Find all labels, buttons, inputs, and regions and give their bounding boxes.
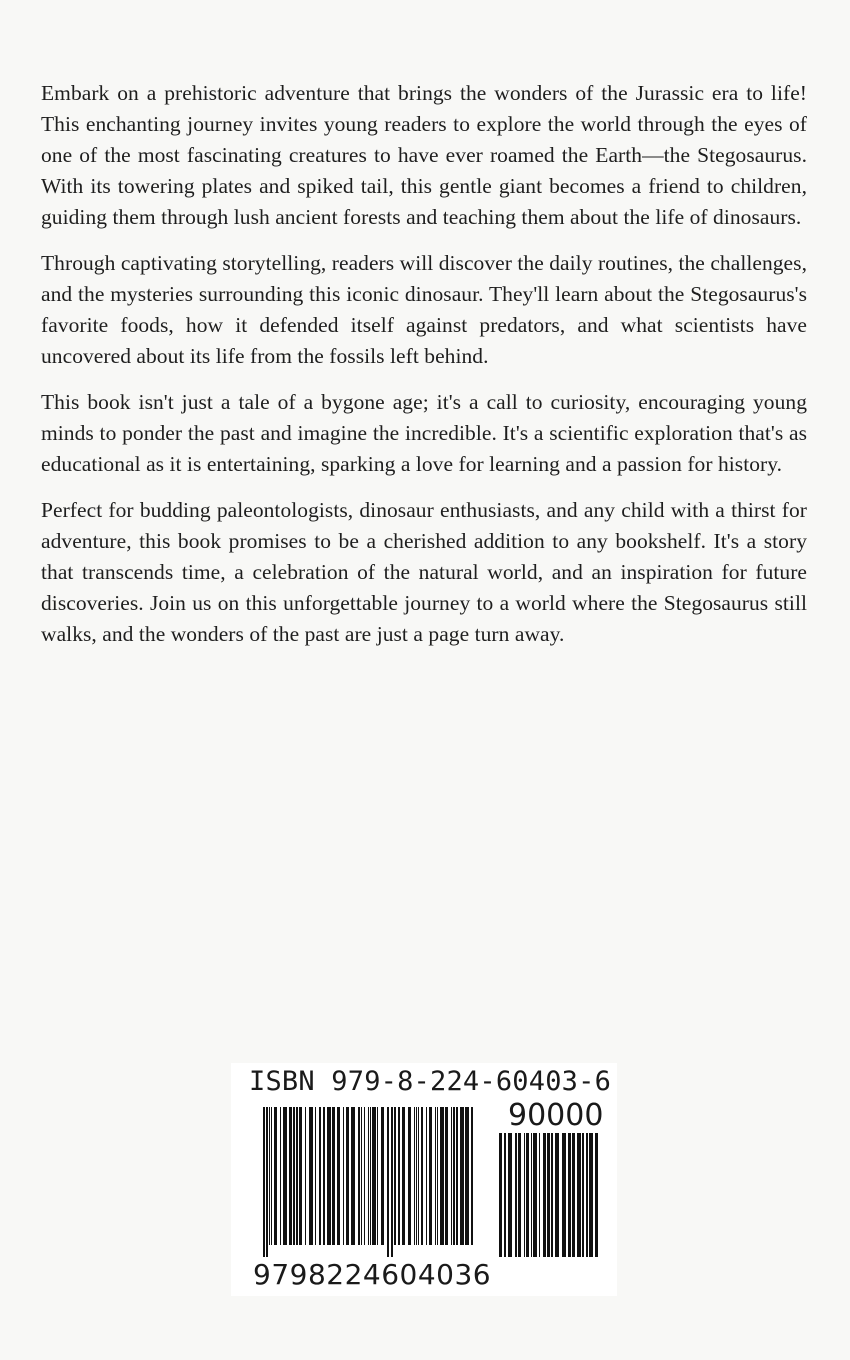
barcode-bar (337, 1107, 340, 1245)
barcode-bar (418, 1107, 419, 1245)
barcode-bar (343, 1107, 344, 1245)
barcode-bar (515, 1133, 517, 1257)
barcode-bar (504, 1133, 506, 1257)
price-code: 90000 (508, 1098, 604, 1133)
barcode-bar (465, 1107, 469, 1245)
barcode-bar (372, 1107, 376, 1245)
barcode-bar (327, 1107, 331, 1245)
isbn-barcode-block (231, 1063, 617, 1296)
barcode-bar (319, 1107, 321, 1245)
barcode-bar (460, 1107, 464, 1245)
barcode-bar (271, 1107, 272, 1245)
barcode-bar (280, 1107, 281, 1245)
barcode-bar (332, 1107, 335, 1245)
barcode-bar (526, 1133, 529, 1257)
barcode-bar (368, 1107, 369, 1245)
barcode-bar (531, 1133, 532, 1257)
barcode-bar (364, 1107, 365, 1245)
barcode-bar (440, 1107, 444, 1245)
barcode-bar (429, 1107, 432, 1245)
barcode-bar (414, 1107, 415, 1245)
barcode-bar (547, 1133, 550, 1257)
barcode-bar (562, 1133, 566, 1257)
blurb-paragraph-3: This book isn't just a tale of a bygone age; it's a call to curiosity, encouraging young minds to ponder the past and imagine the incredible. It's a scientific exploration that's as educational as it is entertaining, sparking a love for learning and a passion for history. (41, 390, 807, 476)
blurb-paragraph-1: Embark on a prehistoric adventure that brings the wonders of the Jurassic era to life! This enchanting journey invites young readers to explore the world through the eyes of one of the most fascinating creatures to have ever roamed the Earth—the Stegosaurus. With its towering plates and spiked tail, this gentle giant becomes a friend to children, guiding them through lush ancient forests and teaching them about the life of dinosaurs. (41, 81, 807, 229)
barcode-bar (426, 1107, 427, 1245)
barcode-bar (508, 1133, 512, 1257)
barcode-bar (274, 1107, 277, 1245)
barcode-bar (421, 1107, 423, 1245)
barcode-bar (408, 1107, 411, 1245)
barcode-bar (456, 1107, 458, 1245)
barcode-bar (370, 1107, 371, 1245)
barcode-bar (499, 1133, 502, 1257)
barcode-bar (391, 1107, 393, 1257)
barcode-bar (568, 1133, 571, 1257)
barcode-bar (437, 1107, 438, 1245)
barcode-bar (381, 1107, 384, 1245)
barcode-bar (293, 1107, 295, 1245)
barcode-bar (543, 1133, 546, 1257)
barcode-bar (586, 1133, 588, 1257)
barcode-bar (589, 1133, 593, 1257)
isbn-label: ISBN 979-8-224-60403-6 (249, 1066, 612, 1097)
barcode-digits: 9798224604036 (253, 1258, 492, 1291)
barcode-bar (377, 1107, 378, 1245)
back-cover-blurb (41, 78, 807, 665)
barcode-bar (263, 1107, 265, 1257)
barcode-bar (539, 1133, 540, 1257)
barcode-bar (305, 1107, 306, 1245)
barcode-bar (524, 1133, 525, 1257)
barcode-bar (398, 1107, 400, 1245)
barcode-bar (299, 1107, 302, 1245)
barcode-bar (451, 1107, 452, 1245)
barcode-bar (387, 1107, 389, 1257)
barcode-bar (435, 1107, 436, 1245)
barcode-bar (471, 1107, 473, 1245)
barcode-bar (577, 1133, 581, 1257)
ean-5-addon-barcode-bars (499, 1133, 599, 1257)
barcode-bar (315, 1107, 316, 1245)
blurb-paragraph-4: Perfect for budding paleontologists, dinosaur enthusiasts, and any child with a thirst for adventure, this book promises to be a cherished addition to any bookshelf. It's a story that transcends time, a celebration of the natural world, and an inspiration for future discoveries. Join us on this unforgettable journey to a world where the Stegosaurus still walks, and the wonders of the past are just a page turn away. (41, 498, 807, 646)
barcode-bar (533, 1133, 537, 1257)
ean-13-barcode-bars (263, 1107, 475, 1257)
barcode-bar (582, 1133, 584, 1257)
barcode-bar (346, 1107, 349, 1245)
barcode-bar (266, 1107, 268, 1257)
barcode-bar (296, 1107, 298, 1245)
barcode-bar (358, 1107, 360, 1245)
barcode-bar (555, 1133, 559, 1257)
barcode-bar (283, 1107, 287, 1245)
barcode-bar (572, 1133, 575, 1257)
barcode-bar (416, 1107, 417, 1245)
barcode-bar (323, 1107, 325, 1245)
barcode-bar (551, 1133, 553, 1257)
barcode-bar (453, 1107, 455, 1245)
barcode-bar (402, 1107, 405, 1245)
barcode-bar (361, 1107, 362, 1245)
blurb-paragraph-2: Through captivating storytelling, readers will discover the daily routines, the challenges, and the mysteries surrounding this iconic dinosaur. They'll learn about the Stegosaurus's favorite foods, how it defended itself against predators, and what scientists have uncovered about its life from the fossils left behind. (41, 251, 807, 368)
barcode-bar (518, 1133, 521, 1257)
barcode-bar (309, 1107, 313, 1245)
barcode-bar (269, 1107, 270, 1245)
barcode-bar (351, 1107, 355, 1245)
barcode-bar (394, 1107, 396, 1245)
barcode-bar (445, 1107, 448, 1245)
barcode-bar (595, 1133, 598, 1257)
barcode-bar (289, 1107, 292, 1245)
